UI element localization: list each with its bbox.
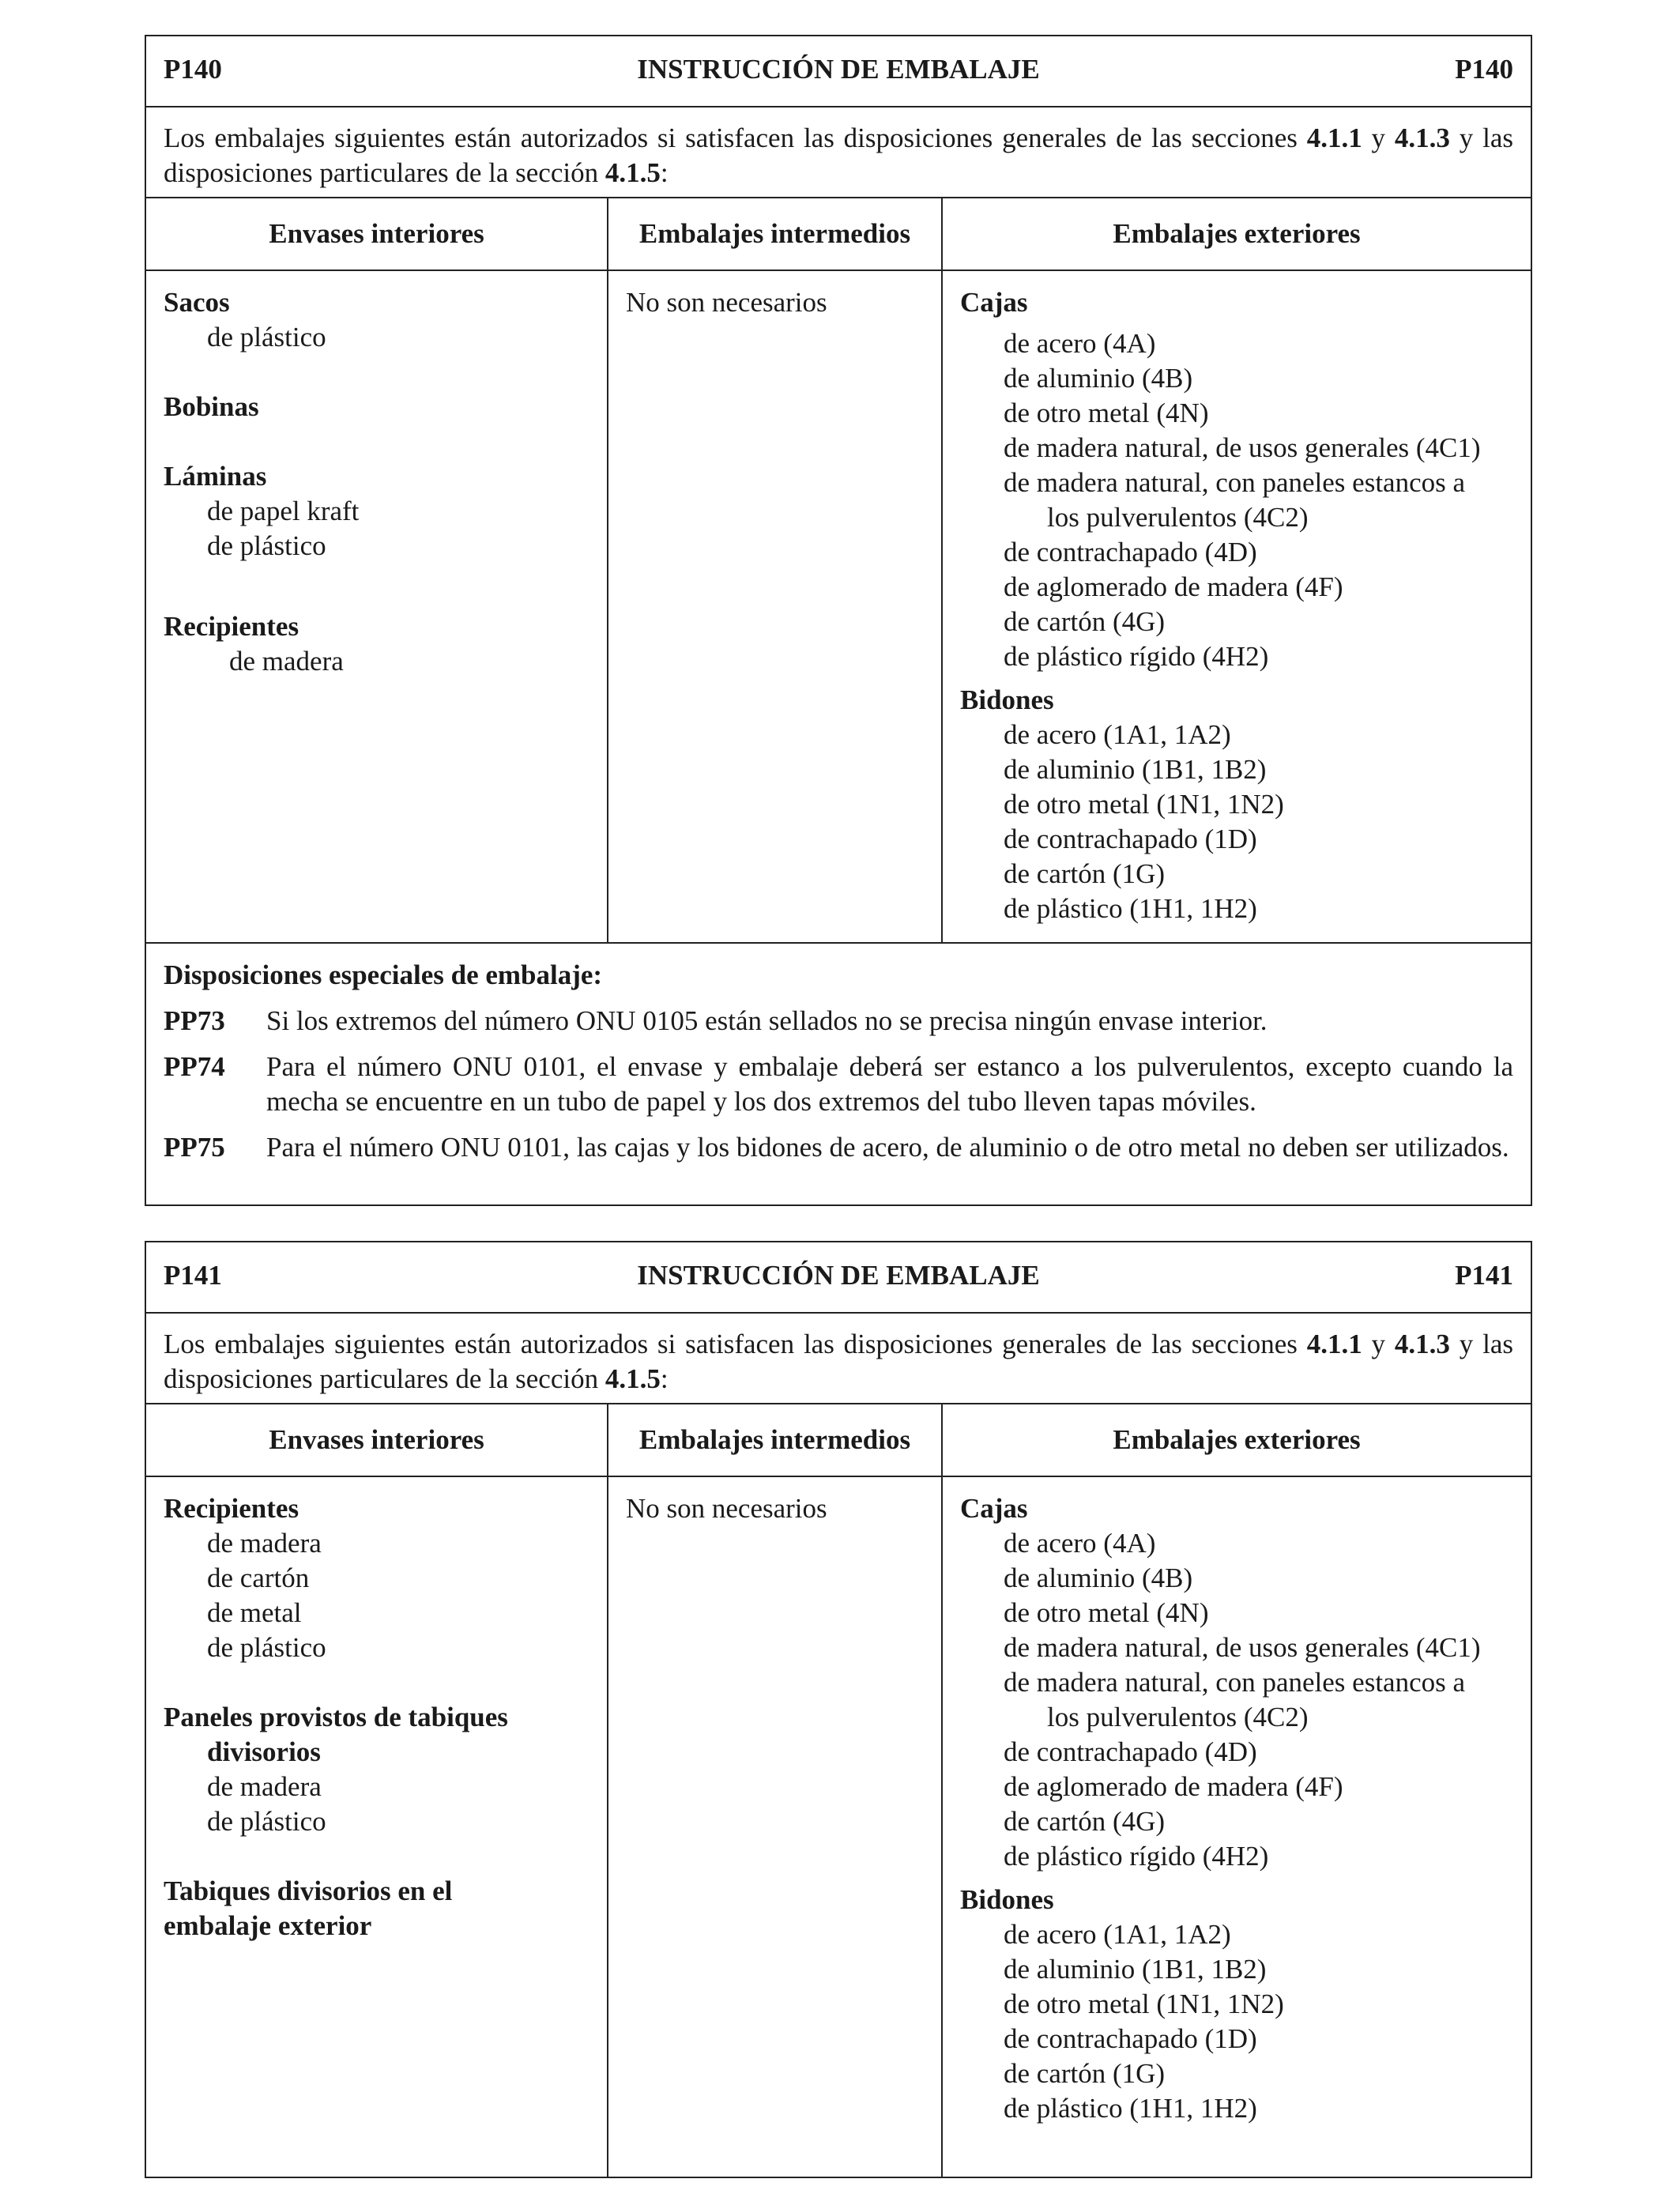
inner-group bbox=[164, 285, 607, 355]
intro-paragraph bbox=[146, 107, 1531, 198]
list-item: de plástico (1H1, 1H2) bbox=[1004, 893, 1257, 924]
special-provision bbox=[164, 1050, 1513, 1119]
group-title: Láminas bbox=[164, 461, 267, 492]
inner-group bbox=[164, 609, 607, 679]
list-item: de cartón (1G) bbox=[1004, 2058, 1166, 2089]
group-title: Cajas bbox=[960, 1493, 1028, 1524]
list-item: de madera natural, con paneles estancos a bbox=[1004, 1667, 1466, 1698]
provision-text: Si los extremos del número ONU 0105 están sellados no se precisa ningún envase interior. bbox=[266, 1005, 1268, 1036]
packing-instruction-p140 bbox=[145, 35, 1532, 1206]
inner-packagings bbox=[146, 271, 608, 942]
section-ref: 4.1.1 bbox=[1306, 1329, 1362, 1359]
column-headers bbox=[146, 198, 1531, 271]
list-item: de cartón bbox=[207, 1563, 310, 1593]
list-item: de aluminio (1B1, 1B2) bbox=[1004, 754, 1267, 785]
section-ref: 4.1.5 bbox=[605, 1363, 661, 1394]
col-header-outer: Embalajes exteriores bbox=[1113, 1424, 1361, 1455]
group-title-continuation: embalaje exterior bbox=[164, 1910, 372, 1941]
packing-instruction-p141 bbox=[145, 1241, 1532, 2178]
list-item: de aglomerado de madera (4F) bbox=[1004, 1771, 1343, 1802]
list-item: de aluminio (4B) bbox=[1004, 1563, 1193, 1593]
list-item: de madera bbox=[207, 1528, 322, 1559]
list-item: de plástico bbox=[207, 1806, 326, 1837]
list-item: de plástico bbox=[207, 1632, 326, 1663]
list-item: de plástico rígido (4H2) bbox=[1004, 1841, 1269, 1872]
intro-text: Los embalajes siguientes están autorizados si satisfacen las disposiciones generales de las secciones bbox=[164, 123, 1307, 153]
provision-text: Para el número ONU 0101, el envase y embalaje deberá ser estanco a los pulverulentos, excepto cuando la mecha se encuentre en un tubo de papel y los dos extremos del tubo lleven tapas móviles. bbox=[266, 1051, 1513, 1117]
instruction-code-left: P141 bbox=[164, 1260, 222, 1291]
group-title: Recipientes bbox=[164, 611, 299, 642]
special-provision bbox=[164, 1130, 1513, 1165]
list-item: de contrachapado (1D) bbox=[1004, 2023, 1257, 2054]
instruction-header bbox=[146, 36, 1531, 107]
group-title: Paneles provistos de tabiques bbox=[164, 1702, 508, 1732]
list-item: de plástico bbox=[207, 322, 326, 352]
inner-group bbox=[164, 1874, 607, 1943]
group-title: Tabiques divisorios en el bbox=[164, 1875, 453, 1906]
instruction-code-right: P141 bbox=[1455, 1260, 1513, 1291]
list-item-continuation: los pulverulentos (4C2) bbox=[1047, 502, 1309, 533]
section-ref: 4.1.5 bbox=[605, 157, 661, 188]
special-provision bbox=[164, 1004, 1513, 1039]
outer-group-drums bbox=[960, 1883, 1531, 2126]
intro-paragraph bbox=[146, 1314, 1531, 1404]
list-item: de madera bbox=[207, 1771, 322, 1802]
list-item: de madera bbox=[229, 646, 344, 677]
intro-text: y bbox=[1362, 1329, 1395, 1359]
group-title: Bobinas bbox=[164, 391, 259, 422]
list-item: de cartón (1G) bbox=[1004, 858, 1166, 889]
group-title: Recipientes bbox=[164, 1493, 299, 1524]
col-header-inner: Envases interiores bbox=[146, 1404, 608, 1476]
outer-group-boxes bbox=[960, 1491, 1531, 1874]
provision-code: PP73 bbox=[164, 1005, 225, 1036]
group-title: Cajas bbox=[960, 287, 1028, 318]
intermediate-text: No son necesarios bbox=[626, 287, 827, 318]
provision-text: Para el número ONU 0101, las cajas y los bidones de acero, de aluminio o de otro metal no deben ser utilizados. bbox=[266, 1132, 1509, 1163]
list-item: de madera natural, con paneles estancos a bbox=[1004, 467, 1466, 498]
list-item: de otro metal (1N1, 1N2) bbox=[1004, 789, 1284, 820]
list-item: de otro metal (1N1, 1N2) bbox=[1004, 1989, 1284, 2019]
list-item: de aluminio (4B) bbox=[1004, 363, 1193, 394]
list-item: de contrachapado (1D) bbox=[1004, 824, 1257, 854]
intermediate-packagings bbox=[608, 1477, 943, 2178]
col-header-inner: Envases interiores bbox=[146, 198, 608, 270]
intermediate-text: No son necesarios bbox=[626, 1493, 827, 1524]
outer-packagings bbox=[943, 1477, 1531, 2178]
group-title: Bidones bbox=[960, 1884, 1054, 1915]
intro-text: y las disposiciones particulares de la sección bbox=[164, 123, 1514, 188]
list-item: de otro metal (4N) bbox=[1004, 398, 1209, 428]
list-item: de acero (4A) bbox=[1004, 328, 1156, 359]
col-header-outer: Embalajes exteriores bbox=[1113, 218, 1361, 249]
instruction-title: INSTRUCCIÓN DE EMBALAJE bbox=[637, 1260, 1040, 1291]
group-title: Sacos bbox=[164, 287, 230, 318]
list-item: de otro metal (4N) bbox=[1004, 1597, 1209, 1628]
list-item: de acero (1A1, 1A2) bbox=[1004, 1919, 1231, 1950]
list-item: de madera natural, de usos generales (4C1) bbox=[1004, 1632, 1481, 1663]
col-header-intermediate: Embalajes intermedios bbox=[608, 1404, 943, 1476]
outer-group-drums bbox=[960, 683, 1531, 926]
list-item: de metal bbox=[207, 1597, 302, 1628]
inner-packagings bbox=[146, 1477, 608, 2178]
instruction-code-right: P140 bbox=[1455, 54, 1513, 85]
column-headers bbox=[146, 1404, 1531, 1477]
intro-text: y las disposiciones particulares de la sección bbox=[164, 1329, 1514, 1394]
group-title: Bidones bbox=[960, 684, 1054, 715]
list-item: de papel kraft bbox=[207, 496, 360, 526]
special-provisions-title: Disposiciones especiales de embalaje: bbox=[164, 959, 603, 990]
packaging-columns bbox=[146, 271, 1531, 944]
list-item: de aglomerado de madera (4F) bbox=[1004, 571, 1343, 602]
list-item-continuation: los pulverulentos (4C2) bbox=[1047, 1702, 1309, 1732]
section-ref: 4.1.1 bbox=[1306, 123, 1362, 153]
list-item: de acero (1A1, 1A2) bbox=[1004, 719, 1231, 750]
instruction-title: INSTRUCCIÓN DE EMBALAJE bbox=[637, 54, 1040, 85]
packaging-columns bbox=[146, 1477, 1531, 2178]
inner-group bbox=[164, 459, 607, 564]
list-item: de cartón (4G) bbox=[1004, 1806, 1166, 1837]
list-item: de madera natural, de usos generales (4C1) bbox=[1004, 432, 1481, 463]
list-item: de plástico rígido (4H2) bbox=[1004, 641, 1269, 672]
group-title-continuation: divisorios bbox=[207, 1736, 321, 1767]
list-item: de acero (4A) bbox=[1004, 1528, 1156, 1559]
provision-code: PP75 bbox=[164, 1132, 225, 1163]
outer-packagings bbox=[943, 271, 1531, 942]
list-item: de contrachapado (4D) bbox=[1004, 1736, 1257, 1767]
intro-text: y bbox=[1362, 123, 1395, 153]
inner-group bbox=[164, 1491, 607, 1665]
intro-text: : bbox=[660, 1363, 669, 1394]
intro-text: Los embalajes siguientes están autorizados si satisfacen las disposiciones generales de las secciones bbox=[164, 1329, 1307, 1359]
list-item: de plástico bbox=[207, 530, 326, 561]
outer-group-boxes bbox=[960, 285, 1531, 674]
special-provisions bbox=[146, 944, 1531, 1165]
list-item: de plástico (1H1, 1H2) bbox=[1004, 2093, 1257, 2124]
instruction-code-left: P140 bbox=[164, 54, 222, 85]
inner-group bbox=[164, 390, 607, 424]
intro-text: : bbox=[660, 157, 669, 188]
section-ref: 4.1.3 bbox=[1394, 1329, 1450, 1359]
intermediate-packagings bbox=[608, 271, 943, 942]
col-header-intermediate: Embalajes intermedios bbox=[608, 198, 943, 270]
list-item: de cartón (4G) bbox=[1004, 606, 1166, 637]
list-item: de aluminio (1B1, 1B2) bbox=[1004, 1954, 1267, 1985]
section-ref: 4.1.3 bbox=[1394, 123, 1450, 153]
instruction-header bbox=[146, 1242, 1531, 1314]
inner-group bbox=[164, 1700, 607, 1839]
provision-code: PP74 bbox=[164, 1051, 225, 1082]
list-item: de contrachapado (4D) bbox=[1004, 537, 1257, 567]
